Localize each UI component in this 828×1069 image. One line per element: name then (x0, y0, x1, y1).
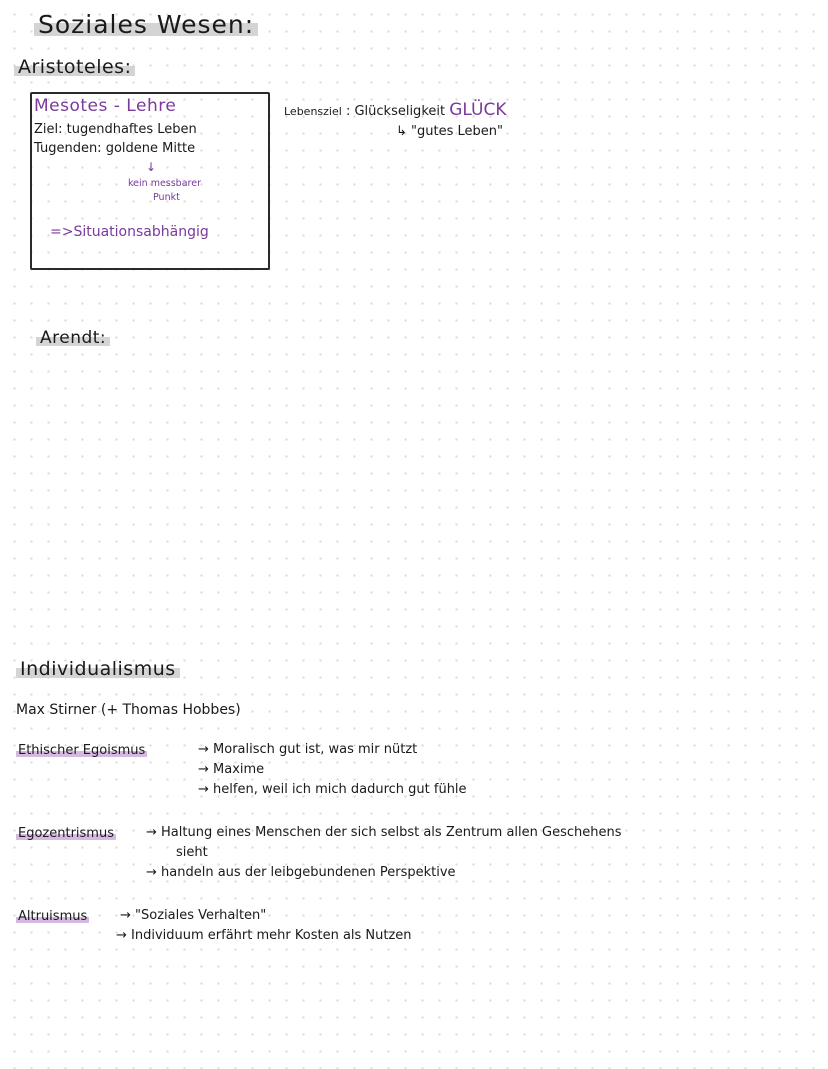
mesotes-conclusion: =>Situationsabhängig (50, 224, 209, 240)
egozentrismus-line-1: → Haltung eines Menschen der sich selbst als Zentrum allen Geschehens (146, 825, 622, 840)
mesotes-note-1: kein messbarer (128, 178, 201, 189)
altruismus-line-1: → "Soziales Verhalten" (120, 908, 267, 923)
lebensziel (284, 100, 507, 120)
page-title: Soziales Wesen: (34, 10, 258, 39)
egoismus-point-3: → helfen, weil ich mich dadurch gut fühle (198, 782, 467, 797)
mesotes-note-2: Punkt (153, 192, 180, 203)
egozentrismus-term: Egozentrismus (18, 826, 114, 841)
arrow-down-icon: ↓ (146, 160, 157, 174)
egoismus-point-2: → Maxime (198, 762, 265, 777)
egozentrismus-line-2: → handeln aus der leibgebundenen Perspektive (146, 865, 456, 880)
lebensziel-value: : Glückseligkeit (345, 104, 446, 119)
aristoteles-heading: Aristoteles: (14, 56, 135, 78)
altruismus-term: Altruismus (18, 909, 88, 924)
mesotes-virtues: Tugenden: goldene Mitte (34, 141, 196, 156)
egozentrismus-line-1-cont: sieht (176, 845, 208, 860)
lebensziel-label: Lebensziel (284, 105, 342, 118)
lebensziel-emphasis: GLÜCK (449, 100, 507, 120)
individualismus-heading: Individualismus (16, 658, 180, 680)
arendt-heading: Arendt: (36, 328, 110, 348)
lebensziel-sub: ↳ "gutes Leben" (396, 124, 503, 139)
altruismus-line-2: → Individuum erfährt mehr Kosten als Nutzen (116, 928, 412, 943)
mesotes-title: Mesotes - Lehre (34, 96, 177, 116)
individualismus-authors: Max Stirner (+ Thomas Hobbes) (16, 702, 241, 718)
egoismus-point-1: → Moralisch gut ist, was mir nützt (198, 742, 418, 757)
ethischer-egoismus-term: Ethischer Egoismus (18, 743, 146, 758)
mesotes-goal: Ziel: tugendhaftes Leben (34, 122, 197, 137)
